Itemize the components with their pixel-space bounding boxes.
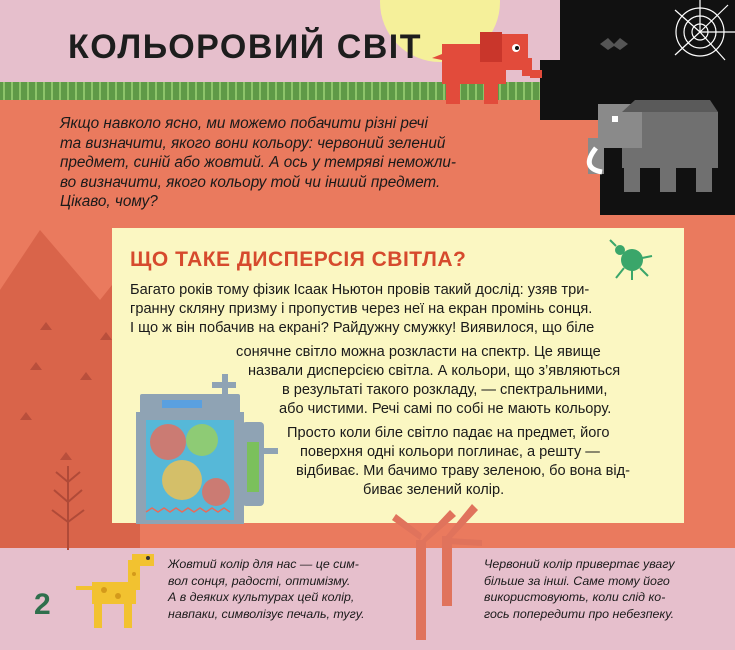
intro-line: Якщо навколо ясно, ми можемо побачити різні речі [60, 115, 428, 132]
panel-line: Багато років тому фізик Ісаак Ньютон провів такий дослід: узяв три- [130, 282, 590, 298]
panel-line: назвали дисперсією світла. А кольори, що з’являються [248, 363, 621, 379]
caption-line: використовують, коли слід ко- [484, 590, 666, 604]
prism-machine-illustration [132, 372, 282, 524]
panel-line: в результаті такого розкладу, — спектральними, [282, 382, 608, 398]
intro-line: Цікаво, чому? [60, 193, 158, 210]
palm-tree-illustration [392, 500, 484, 640]
panel-line: сонячне світло можна розкласти на спектр. Це явище [236, 344, 601, 360]
caption-line: навпаки, символізує печаль, тугу. [168, 606, 365, 621]
panel-line: І що ж він побачив на екрані? Райдужну смужку! Виявилося, що біле [130, 320, 595, 336]
bug-icon [606, 238, 654, 280]
panel-line: або чистими. Речі самі по собі не мають кольору. [279, 401, 612, 417]
panel-heading: ЩО ТАКЕ ДИСПЕРСІЯ СВІТЛА? [130, 248, 467, 271]
intro-paragraph [60, 114, 510, 212]
panel-line: Просто коли біле світло падає на предмет, його [287, 425, 610, 441]
page-number: 2 [34, 588, 51, 621]
intro-line: во визначити, якого кольору той чи інший предмет. [60, 173, 441, 191]
panel-line: відбиває. Ми бачимо траву зеленою, бо вона від- [296, 463, 630, 479]
panel-line: биває зелений колір. [363, 482, 505, 498]
elephant-illustration [432, 28, 547, 108]
panel-line: поверхня одні кольори поглинає, а решту — [300, 444, 600, 460]
caption-line: більше за інші. Саме тому його [484, 573, 670, 588]
panel-line: гранну скляну призму і пропустив через неї на екран промінь сонця. [130, 301, 593, 317]
intro-line: предмет, синій або жовтий. А ось у темряві неможли- [60, 154, 456, 171]
red-caption [484, 556, 675, 622]
caption-line: гось попередити про небезпеку. [484, 606, 675, 621]
caption-line: А в деяких культурах цей колір, [168, 590, 355, 604]
giraffe-illustration [72, 552, 162, 632]
intro-line: та визначити, якого вони кольору: червоний зелений [60, 134, 446, 152]
caption-line: вол сонця, радості, оптимізму. [168, 573, 351, 588]
night-panel [540, 0, 735, 215]
caption-line: Жовтий колір для нас — це сим- [168, 557, 359, 571]
caption-line: Червоний колір привертає увагу [484, 557, 675, 571]
yellow-caption [168, 556, 365, 622]
page-title: КОЛЬОРОВИЙ СВІТ [68, 28, 423, 66]
tree-illustration [48, 462, 88, 550]
